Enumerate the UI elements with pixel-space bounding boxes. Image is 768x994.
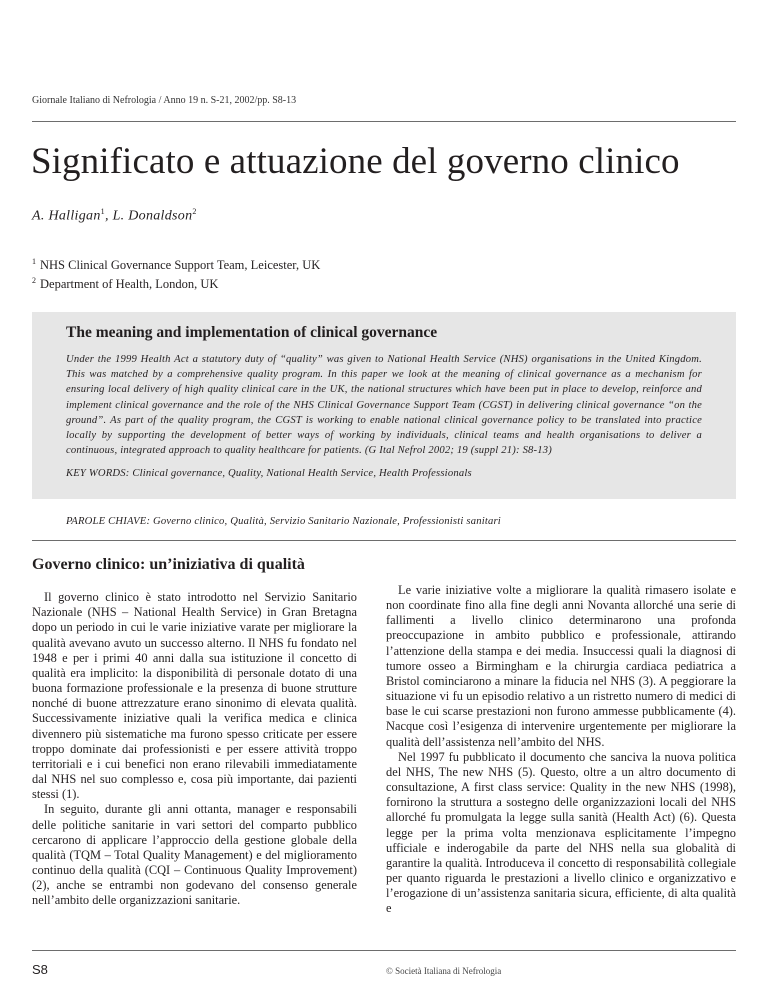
affiliation-list <box>32 254 320 292</box>
running-head: Giornale Italiano di Nefrologia / Anno 19 n. S-21, 2002/pp. S8-13 <box>32 95 297 106</box>
abstract-body: Under the 1999 Health Act a statutory duty of “quality” was given to National Health Service (NHS) organisations in the United Kingdom. This was matched by a comprehensive quality program. In this paper we look at the meaning of clinical governance as a mechanism for ensuring local delivery of high quality clinical care in the UK, the national structures which have been put in place to develop, reinforce and implement clinical governance and the role of the NHS Clinical Governance Support Team (CGST) in delivering clinical governance “on the ground”. As part of the quality program, the CGST is working to enable national clinical governance policy to be translated into practice locally by supporting the development of better ways of working by individuals, clinical teams and health organisations to deliver a continuous, integrated approach to quality healthcare for patients. (G Ital Nefrol 2002; 19 (suppl 21): S8-13) <box>66 354 702 457</box>
copyright-notice: © Società Italiana di Nefrologia <box>386 966 502 976</box>
affiliation-mark: 1 <box>32 257 36 266</box>
affiliation-text: NHS Clinical Governance Support Team, Leicester, UK <box>40 258 321 273</box>
author-affiliation-mark: 1 <box>100 207 105 216</box>
body-paragraph: Le varie iniziative volte a migliorare la qualità rimasero isolate e non coordinate fino alla fine degli anni Novanta allorché una serie di fallimenti a livello clinico determinarono una profonda preoccupazione in ambito pubblico e professionale, attirando l’attenzione della stampa e dei media. Insuccessi quali la diagnosi di tumore osseo a Birmingham e la chirurgia cardiaca pediatrica a Bristol cominciarono a minare la fiducia nel NHS (3). A peggiorare la situazione vi fu un episodio relativo a un ristretto numero di medici di base le cui scarse prestazioni non furono ammesse pubblicamente (4). Nacque così l’esigenza di intervenire urgentemente per migliorare la qualità dell’assistenza nell’ambito del NHS. <box>386 583 736 749</box>
author-name: A. Halligan <box>32 208 101 224</box>
parole-chiave: PAROLE CHIAVE: Governo clinico, Qualità, Servizio Sanitario Nazionale, Professionisti sanitari <box>66 516 501 527</box>
body-rule <box>32 540 736 541</box>
body-paragraph: Nel 1997 fu pubblicato il documento che sanciva la nuova politica del NHS, The new NHS (5). Questo, oltre a un altro documento di consultazione, A first class service: Quality in the new NHS (1998), fornirono la struttura a sostegno delle organizzazioni locali del NHS allorché fu promulgata la legge sulla sanità (Health Act) (6). Questa legge per la prima volta menzionava esplicitamente l’impegno ufficiale e inderogabile da parte del NHS nella sua globalità di garantire la qualità. Introduceva il concetto di responsabilità collegiale per quanto riguarda le prestazioni a livello clinico e organizzativo e l’erogazione di un’assistenza sanitaria sicura, efficiente, di alta qualità e <box>386 749 736 916</box>
affiliation-mark: 2 <box>32 276 36 286</box>
right-column <box>386 583 736 916</box>
page-number: S8 <box>32 962 48 977</box>
affiliation <box>32 254 320 273</box>
author-separator: , <box>104 208 113 224</box>
affiliation <box>32 273 320 292</box>
author-name: L. Donaldson <box>112 208 193 224</box>
page-title: Significato e attuazione del governo clinico <box>31 141 680 182</box>
abstract-box <box>32 312 736 499</box>
author-affiliation-mark: 2 <box>192 207 197 216</box>
author-list <box>32 207 197 225</box>
body-paragraph: Il governo clinico è stato introdotto nel Servizio Sanitario Nazionale (NHS – National Health Service) in Gran Bretagna dopo un periodo in cui le varie iniziative varate per migliorare la qualità avevano avuto un successo alterno. Il NHS fu fondato nel 1948 e per i primi 40 anni dalla sua istituzione il concetto di qualità era implicito: la disponibilità di personale dotato di una buona formazione professionale e la presenza di buone strutture nonché di buone attrezzature erano sinonimo di elevata qualità. Successivamente iniziative quali la verifica medica e clinica divennero più sistematiche ma furono spesso criticate per essere troppo dominate dai professionisti e per essere attività troppo territoriali e i cui benefici non erano rilevabili immediatamente dal NHS nel suo complesso e, cosa più importante, dai pazienti stessi (1). <box>32 590 357 802</box>
footer-rule <box>32 950 736 951</box>
header-rule <box>32 121 736 122</box>
affiliation-text: Department of Health, London, UK <box>40 277 219 292</box>
abstract-keywords: KEY WORDS: Clinical governance, Quality, National Health Service, Health Professionals <box>66 468 472 480</box>
body-paragraph: In seguito, durante gli anni ottanta, manager e responsabili delle politiche sanitarie in vari settori del comparto pubblico cercarono di applicare l’approccio della gestione globale della qualità (TQM – Total Quality Management) e del miglioramento continuo della qualità (CQI – Continuous Quality Improvement) (2), anche se entrambi non godevano del consenso generale nell’ambito delle organizzazioni sanitarie. <box>32 802 357 908</box>
left-column <box>32 557 357 908</box>
section-heading: Governo clinico: un’iniziativa di qualità <box>32 556 305 573</box>
abstract-title: The meaning and implementation of clinical governance <box>66 324 438 341</box>
